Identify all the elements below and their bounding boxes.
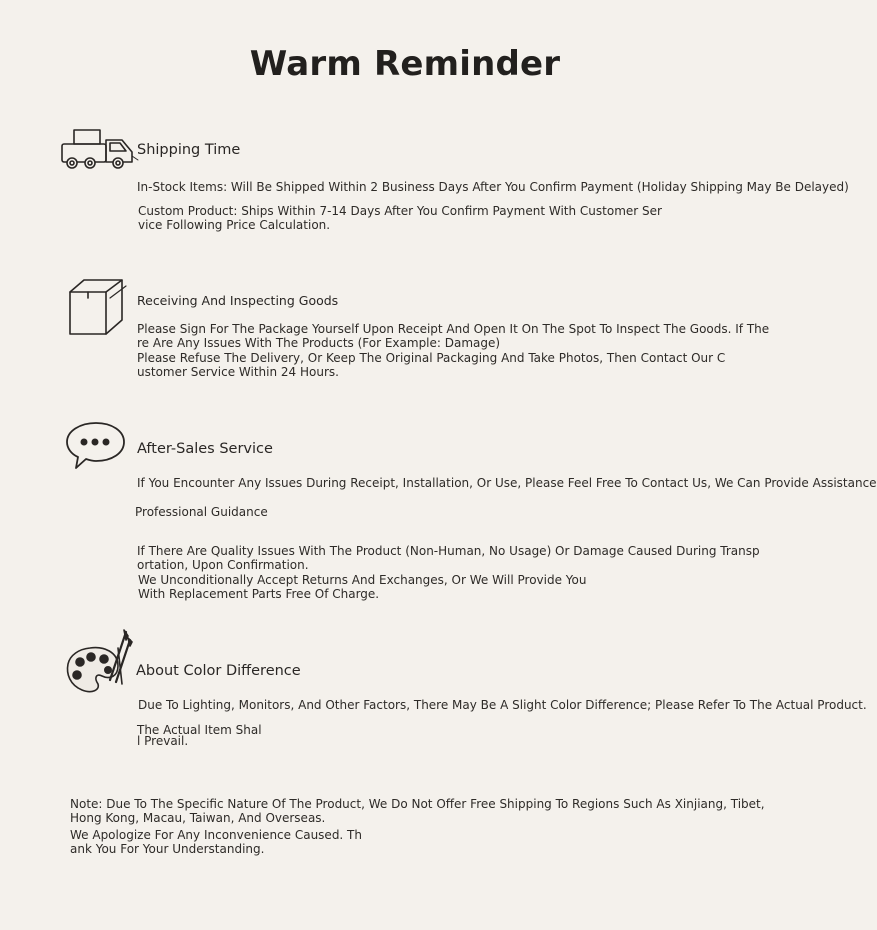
note-line: We Apologize For Any Inconvenience Caused. Th [70,828,362,842]
after-sales-line: With Replacement Parts Free Of Charge. [138,587,380,601]
note-line: Note: Due To The Specific Nature Of The Product, We Do Not Offer Free Shipping To Regions Such As Xinjiang, Tibet, [70,797,765,811]
page-title: Warm Reminder [249,44,561,84]
color-line: l Prevail. [137,734,189,748]
after-sales-line: If You Encounter Any Issues During Receipt, Installation, Or Use, Please Feel Free To Contact Us, We Can Provide Assistance [137,476,877,490]
shipping-line: vice Following Price Calculation. [138,218,331,232]
receiving-heading: Receiving And Inspecting Goods [137,293,339,308]
receiving-line: Please Sign For The Package Yourself Upon Receipt And Open It On The Spot To Inspect The Goods. If The [137,322,770,336]
box-icon [66,278,130,340]
note-line: ank You For Your Understanding. [70,842,265,856]
receiving-line: ustomer Service Within 24 Hours. [137,365,339,379]
note-line: Hong Kong, Macau, Taiwan, And Overseas. [70,811,326,825]
after-sales-line: If There Are Quality Issues With The Product (Non-Human, No Usage) Or Damage Caused During Transp [137,544,760,558]
palette-icon [64,628,134,696]
color-difference-heading: About Color Difference [136,663,301,679]
after-sales-line: ortation, Upon Confirmation. [137,558,309,572]
chat-bubble-icon [64,420,128,472]
receiving-line: re Are Any Issues With The Products (For Example: Damage) [137,336,501,350]
receiving-line: Please Refuse The Delivery, Or Keep The Original Packaging And Take Photos, Then Contact Our C [137,351,726,365]
shipping-line: In-Stock Items: Will Be Shipped Within 2 Business Days After You Confirm Payment (Holiday Shipping May Be Delayed) [137,180,849,194]
after-sales-heading: After-Sales Service [137,441,273,457]
truck-icon [60,126,140,170]
shipping-time-heading: Shipping Time [137,142,241,158]
after-sales-line: Professional Guidance [135,505,268,519]
after-sales-line: We Unconditionally Accept Returns And Exchanges, Or We Will Provide You [138,573,587,587]
color-line: The Actual Item Shal [137,723,262,737]
color-line: Due To Lighting, Monitors, And Other Factors, There May Be A Slight Color Difference; Please Refer To The Actual Product. [138,698,867,712]
shipping-line: Custom Product: Ships Within 7-14 Days After You Confirm Payment With Customer Ser [138,204,662,218]
